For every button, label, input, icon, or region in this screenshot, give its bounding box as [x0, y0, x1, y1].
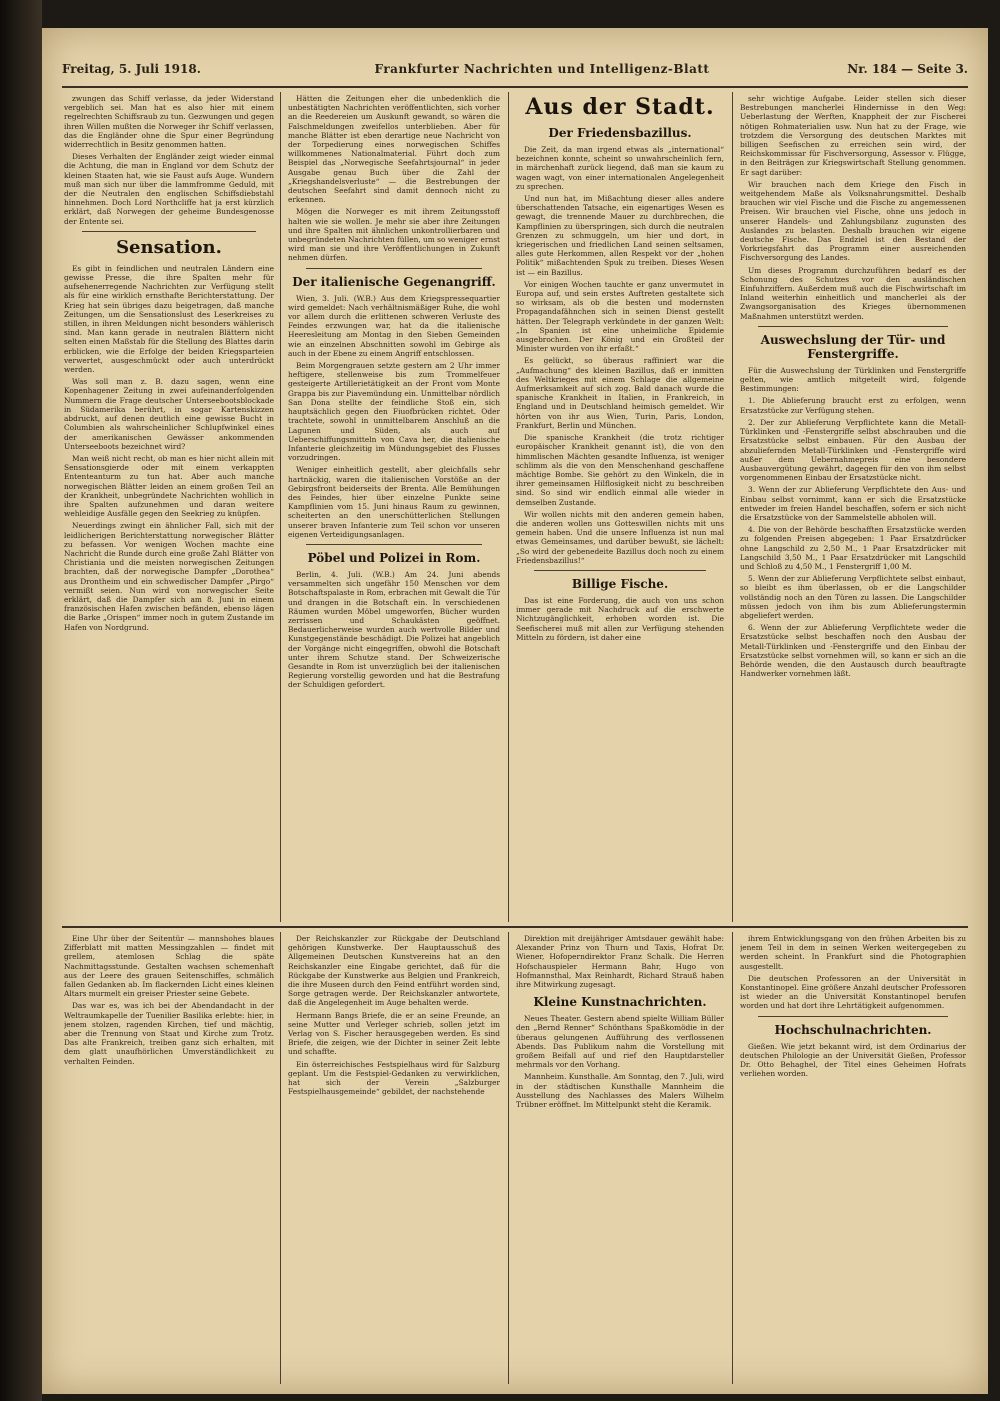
page-header [62, 60, 968, 84]
article-text: ihrem Entwicklungsgang von den frühen Arbeiten bis zu jenem Teil in dem in seinen Werken weitergegeben zu werden scheint. In Frankfurt sind die Photographien ausgestellt. [740, 934, 966, 971]
issue-date: Freitag, 5. Juli 1918. [62, 62, 201, 76]
article-text: Und nun hat, im Mißachtung dieser alles andere überschattenden Tatsache, ein eigenartiges Wesen es gewagt, die trennende Mauer zu durchbrechen, die Kampflinien zu überspringen, sich durch die neutralen Grenzen zu schmuggeln, um hier und dort, in kriegerischen und friedlichen Land seinen seltsamen, alles gute Herkommen, allen Respekt vor der „hohen Politik“ mißachtenden Spuk zu treiben. Dieses Wesen ist — ein Bazillus. [516, 194, 724, 277]
section-rule [82, 231, 256, 232]
article-text: Es gibt in feindlichen und neutralen Ländern eine gewisse Presse, die ihre Spalten mehr für aufsehenerregende Nachrichten zur Verfügung stellt als für eine wirklich ernsthafte Berichterstattung. Der Krieg hat sein übriges dazu beigetragen, daß manche Zeitungen, um die Sensationslust des Leserkreises zu stillen, in ihren Meldungen nicht besonders wählerisch sind. Man kann gerade in neutralen Blättern nicht selten einen Maßstab für die Stellung des Blattes darin erblicken, wie die Erfolge der beiden Kriegsparteien verwertet, ausgeschmückt oder auch unterdrückt werden. [64, 263, 274, 375]
article-text: Wir wollen nichts mit den anderen gemein haben, die anderen wollen uns Gotteswillen nichts mit uns gemein haben. Und die unsere Influenza ist nun mal etwas Gemeinsames, und darüber bewußt, sie lächelt: „So wird der gebenedeite Bazillus doch noch zu einem Friedensbazillus!“ [516, 509, 724, 565]
feuilleton-column-3 [516, 934, 724, 1384]
article-heading-peace-bacillus: Der Friedensbazillus. [548, 126, 692, 140]
article-text: Beim Morgengrauen setzte gestern am 2 Uhr immer heftigere, stellenweise bis zum Trommelfeuer gesteigerte Artillerietätigkeit an der Front vom Monte Grappa bis zur Piavemündung ein. Unmittelbar nördlich San Dona stellte der feindliche Stoß ein, sich hauptsächlich gegen den Fiuofbrücken richtet. Oder trachtete, sowohl in unmittelbarem Anschluß an die Lagunen und Süden, als auch auf Ueberschiffungsmitteln von Cava her, die italienische Infanterie gleichzeitig im Mündungsgebiet des Flusses vorzudringen. [288, 361, 500, 463]
section-rule [306, 268, 482, 269]
article-text: 4. Die von der Behörde beschafften Ersatzstücke werden zu folgenden Preisen abgegeben: 1 Paar Ersatzdrücker ohne Langschild zu 2,50 M., 1 Paar Ersatzdrücker mit Langschild 3,50 M., 1 Paar Ersatzdrücker mit Langschild und Schloß zu 4,50 M., 1 Fenstergriff 1,00 M. [740, 525, 966, 571]
article-text: Die Zeit, da man irgend etwas als „international“ bezeichnen konnte, scheint so unwahrscheinlich fern, in märchenhaft zurück liegend, daß man sie kaum zu wagen wagt, von einer internationalen Angelegenheit zu sprechen. [516, 145, 724, 191]
article-text: Weniger einheitlich gestellt, aber gleichfalls sehr hartnäckig, waren die italienischen Vorstöße an der Gebirgsfront beiderseits der Brenta. Alle Bemühungen des Feindes, hier über einzelne Punkte seine Kampflinien vom 15. Juni hinaus Raum zu gewinnen, scheiterten an den unerschütterlichen Stellungen unserer braven Infanterie zum Teil schon vor unseren eigenen Verteidigungsanlagen. [288, 465, 500, 539]
section-rule [758, 1016, 948, 1017]
article-text: 6. Wenn der zur Ablieferung Verpflichtete weder die Ersatzstücke selbst beschaffen noch den Ausbau der Metall-Türklinken und -Fenstergriffe und den Einbau der Ersatzstücke selbst vornehmen will, so kann er sich an die Behörde wenden, die den Austausch durch beauftragte Handwerker vornehmen läßt. [740, 623, 966, 679]
article-heading-rome-police: Pöbel und Polizei in Rom. [307, 550, 481, 565]
article-heading-art-news: Kleine Kunstnachrichten. [533, 995, 707, 1010]
article-heading-university-news: Hochschulnachrichten. [774, 1022, 932, 1037]
column-rule [732, 932, 733, 1384]
feuilleton-column-1 [64, 934, 274, 1384]
article-text: 3. Wenn der zur Ablieferung Verpflichtete den Aus- und Einbau selbst vornimmt, kann er sich die Ersatzstücke entweder im freien Handel beschaffen, sofern er sich nicht die Ersatzstücke von der Sammelstelle abholen will. [740, 485, 966, 522]
article-text: Das ist eine Forderung, die auch von uns schon immer gerade mit Nachdruck auf die erschwerte Nichtzugänglichkeit, erhoben worden ist. Die Seefischerei muß mit allen zur Verfügung stehenden Mitteln zu fördern, ist daher eine [516, 595, 724, 642]
article-text: Wien, 3. Juli. (W.B.) Aus dem Kriegspressequartier wird gemeldet: Nach verhältnismäßiger Ruhe, die wohl vor allem durch die erlittenen schweren Verluste des Feindes erzwungen war, hat da die italienische Heeresleitung am Montag in den Sieben Gemeinden wie an einzelnen Abschnitten sowohl im Gebirge als auch in der Ebene zu einem Angriff entschlossen. [288, 293, 500, 358]
article-heading-sensation: Sensation. [116, 236, 222, 258]
article-text: Der Reichskanzler zur Rückgabe der Deutschland gehörigen Kunstwerke. Der Hauptausschuß des Allgemeinen Deutschen Kunstvereins hat an den Reichskanzler eine Eingabe gerichtet, daß für die Rückgabe der Kunstwerke aus Belgien und Frankreich, die ihre Museen durch den Feind entführt worden sind, Sorge getragen werde. Der Reichskanzler antwortete, daß die Angelegenheit im Auge behalten werde. [288, 934, 500, 1008]
article-text: 5. Wenn der zur Ablieferung Verpflichtete selbst einbaut, so bleibt es ihm überlassen, ob er die Langschilder vollständig noch an den Türen zu lassen. Die Langschilder müssen jedoch von ihm bis zum Ablieferungstermin abgeliefert werden. [740, 574, 966, 620]
article-text: Ein österreichisches Festspielhaus wird für Salzburg geplant. Um die Festspiel-Gedanken zu verwirklichen, hat sich der Verein „Salzburger Festspielhausgemeinde“ gebildet, der nachstehende [288, 1059, 500, 1097]
column-rule [508, 932, 509, 1384]
column-3 [516, 94, 724, 920]
article-heading-cheap-fish: Billige Fische. [571, 576, 669, 591]
article-text: Wir brauchen nach dem Kriege den Fisch in weitgehendem Maße als Volksnahrungsmittel. Deshalb brauchen wir viel Fische und die Fische zu angemessenen Preisen. Wir brauchen viel Fische, ohne uns jedoch in unserer Handels- und Zahlungsbilanz zugunsten des Auslandes zu belasten. Deshalb brauchen wir eigene deutsche Fische. Das Endziel ist den Bestand der Vorkriegsfahrt das Programm einer ausreichenden Fischversorgung des Landes. [740, 179, 966, 263]
column-1 [64, 94, 274, 920]
article-text: sehr wichtige Aufgabe. Leider stellen sich dieser Bestrebungen mancherlei Hindernisse in den Weg: Ueberlastung der Werften, Knappheit der zur Fischerei nötigen Rohmaterialien usw. Nun hat zu der Frage, wie trotzdem die Versorgung des deutschen Marktes mit billigen Seefischen zu erreichen sein wird, der Reichskommissar für Fischversorgung, Assessor v. Flügge, in den Beiträgen zur Kriegswirtschaft Stellung genommen. Er sagt darüber: [740, 94, 966, 177]
feuilleton-column-4 [740, 934, 966, 1384]
article-text: Vor einigen Wochen tauchte er ganz unvermutet in Europa auf, und sein erstes Auftreten gestaltete sich so wirksam, als ob die besten und modernsten Propagandafähnchen sich in seinen Dienst gestellt hätten. Der Telegraph verkündete in der ganzen Welt: „In Spanien ist eine unheimliche Epidemie ausgebrochen. Der König und ein Großteil der Minister wurden von ihr erfaßt.“ [516, 279, 724, 354]
article-text: Mannheim. Kunsthalle. Am Sonntag, den 7. Juli, wird in der städtischen Kunsthalle Mannheim die Ausstellung des Nachlasses des Malers Wilhelm Trübner eröffnet. Im Mittelpunkt steht die Keramik. [516, 1072, 724, 1110]
article-text: Neues Theater. Gestern abend spielte William Büller den „Bernd Renner“ Schönthans Spaßkomödie in der überaus gelungenen Aufführung des verflossenen Abends. Das Publikum nahm die Vorstellung mit großem Beifall auf und rief den Hauptdarsteller mehrmals vor den Vorhang. [516, 1014, 724, 1070]
article-text: Mögen die Norweger es mit ihrem Zeitungsstoff halten wie sie wollen. Je mehr sie aber ihre Zeitungen und ihre Spalten mit ähnlichen unkontrollierbaren und unbegründeten Nachrichten füllen, um so weniger ernst wird man sie und ihre Veröffentlichungen in Zukunft nehmen dürfen. [288, 207, 500, 263]
article-text: 2. Der zur Ablieferung Verpflichtete kann die Metall-Türklinken und -Fenstergriffe selbst abschrauben und die Ersatzstücke selbst einbauen. Für den Ausbau der abzuliefernden Metall-Türklinken und -Fenstergriffe wird außer dem Uebernahmepreis eine besondere Ausbauvergütung gewährt, dagegen für den von ihm selbst vorgenommenen Einbau der Ersatzstücke nicht. [740, 417, 966, 483]
masthead-title: Frankfurter Nachrichten und Intelligenz-Blatt [374, 62, 710, 76]
article-text: Die deutschen Professoren an der Universität in Konstantinopel. Eine größere Anzahl deutscher Professoren ist wieder an die Universität Konstantinopel berufen worden und hat dort ihre Lehrtätigkeit aufgenommen. [740, 973, 966, 1011]
article-text: Man weiß nicht recht, ob man es hier nicht allein mit Sensationsgierde oder mit einem verkappten Ententeanturm zu tun hat. Aber auch manche norwegischen Blätter leiden an einem großen Teil an der Krankheit, unbegründete Nachrichten wohllich in ihre Spalten aufzunehmen und daran weitere wehleidige Ausfälle gegen den Seekrieg zu knüpfen. [64, 453, 274, 519]
feuilleton-rule [62, 926, 968, 928]
column-rule [280, 932, 281, 1384]
article-text: 1. Die Ablieferung braucht erst zu erfolgen, wenn Ersatzstücke zur Verfügung stehen. [740, 396, 966, 415]
article-text: Für die Auswechslung der Türklinken und Fenstergriffe gelten, wie amtlich mitgeteilt wird, folgende Bestimmungen: [740, 365, 966, 394]
column-rule [508, 92, 509, 922]
article-text: Gießen. Wie jetzt bekannt wird, ist dem Ordinarius der deutschen Philologie an der Universität Gießen, Professor Dr. Otto Behaghel, der Titel eines Geheimen Hofrats verliehen worden. [740, 1041, 966, 1079]
feuilleton-column-2 [288, 934, 500, 1384]
article-text: Hätten die Zeitungen eher die unbedenklich die unbestätigten Nachrichten veröffentlichten, sich vorher an die Reedereien um Auskunft gewandt, so wären die Falschmeldungen zweifellos unterblieben. Aber für manche Blätter ist eben derartige neue Nachricht von der Torpedierung eines norwegischen Schiffes willkommenes Nationalmaterial. Führt doch zum Beispiel das „Norwegische Seefahrtsjournal“ in jeder Ausgabe genau Buch über die Zahl der „Kriegshandelsverluste“ — die Bestrebungen der deutschen Seefahrt sind damit dennoch nicht zu erkennen. [288, 94, 500, 205]
newspaper-page [42, 28, 988, 1394]
article-text: Eine Uhr über der Seitentür — mannshohes blaues Zifferblatt mit matten Messingzahlen — findet mit grellem, atemlosen Schlag die späte Nachmittagsstunde. Gestalten wachsen schemenhaft aus der Leere des grauen Seitenschiffes, schmälich fallen Gedanken ab. Im flackernden Licht eines kleinen Altars murmelt ein greiser Priester seine Gebete. [64, 934, 274, 999]
section-rule [306, 544, 482, 545]
article-text: Direktion mit dreijähriger Amtsdauer gewählt habe: Alexander Prinz von Thurn und Taxis, Hofrat Dr. Wiener, Hofoperndirektor Franz Schalk. Die Herren Hofschauspieler Hermann Bahr, Hugo von Hofmannsthal, Max Reinhardt, Richard Strauß haben ihre Mitwirkung zugesagt. [516, 934, 724, 990]
header-rule [62, 86, 968, 88]
column-2 [288, 94, 500, 920]
section-heading-city: Aus der Stadt. [525, 94, 715, 120]
page-number: Nr. 184 — Seite 3. [847, 62, 968, 76]
column-4 [740, 94, 966, 920]
article-text: Berlin, 4. Juli. (W.B.) Am 24. Juni abends versammelten sich ungefähr 150 Menschen vor dem Botschaftspalaste in Rom, erbrachen mit Gewalt die Tür und drangen in die Botschaft ein. In verschiedenen Räumen wurden Möbel umgeworfen, Bücher wurden zerrissen und Schaukästen geöffnet. Bedauerlicherweise wurden auch wertvolle Bilder und Kunstgegenstände beschädigt. Die Polizei hat angeblich der Vorgänge nicht eingegriffen, obwohl die Botschaft unter ihrem Schutze stand. Der Schweizerische Gesandte in Rom ist unverzüglich bei der italienischen Regierung vorstellig geworden und hat die Bestrafung der Schuldigen gefordert. [288, 569, 500, 690]
article-text: Das war es, was ich bei der Abendandacht in der Weltraumkapelle der Tuenilier Basilika erlebte: hier, in jenem stolzen, ragenden Kirchen, tief und mächtig, aber die Trennung von Staat und Kirche zum Trotz. Das alte Frankreich, treiben ganz sich erhalten, mit dem glatt unaufhörlichen Umverständlichkeit zu verhalten Feinden. [64, 1001, 274, 1066]
article-text: Was soll man z. B. dazu sagen, wenn eine Kopenhagener Zeitung in zwei aufeinanderfolgenden Nummern die Frage deutscher Unterseebootsblockade in Südamerika berührt, in sogar Kartenskizzen abdruckt, auf denen deutlich eine gewisse Bucht in Columbien als wahrscheinlicher Schlupfwinkel eines der amerikanischen Gewässer ankommenden Unterseeboots bezeichnet wird? [64, 377, 274, 451]
article-text: Dieses Verhalten der Engländer zeigt wieder einmal die Achtung, die man in England vor dem Schutz der kleinen Staaten hat, wie sie Faust aufs Auge. Wundern muß man sich nur über die lammfromme Geduld, mit der die Neutralen den englischen Schiffsdiebstahl hinnehmen. Doch Lord Northcliffe hat ja erst kürzlich erklärt, daß Norwegen der geheime Bundesgenosse der Entente sei. [64, 152, 274, 226]
article-text: zwungen das Schiff verlasse, da jeder Widerstand vergeblich sei. Man hat es also hier mit einem regelrechten Schiffsraub zu tun. Gezwungen und gegen ihren Willen mußten die Norweger ihr Schiff verlassen, das die Engländer ohne die Spur einer Begründung widerrechtlich in Besitz genommen hatten. [64, 94, 274, 150]
article-text: Hermann Bangs Briefe, die er an seine Freunde, an seine Mutter und Verleger schrieb, sollen jetzt im Verlag von S. Fischer herausgegeben werden. Es sind Briefe, die zeigen, wie der Dichter in seiner Zeit lebte und schaffte. [288, 1010, 500, 1057]
column-rule [280, 92, 281, 922]
column-rule [732, 92, 733, 922]
article-text: Um dieses Programm durchzuführen bedarf es der Schonung des Schutzes vor den ausländischen Einfuhrziffern. Außerdem muß auch die Fischwirtschaft im Inland weiterhin einheitlich und mancherlei als der Zwangsorganisation des Krieges übernommenen Maßnahmen unterstützt werden. [740, 265, 966, 321]
article-text: Es gelückt, so überaus raffiniert war die „Aufmachung“ des kleinen Bazillus, daß er inmitten des Weltkrieges mit einem Schlage die allgemeine Aufmerksamkeit auf sich zog. Bald danach wurde die spanische Krankheit in Italien, in Frankreich, in England und in Deutschland heimisch gemeldet. Wir hörten von ihr aus Wien, Turin, Paris, London, Frankfurt, Berlin und München. [516, 356, 724, 430]
article-heading-italian-counterattack: Der italienische Gegenangriff. [292, 274, 496, 289]
section-rule [534, 570, 706, 571]
article-text: Neuerdings zwingt ein ähnlicher Fall, sich mit der leidlicherigen Berichterstattung norwegischer Blätter zu befassen. Vor wenigen Wochen machte eine Nachricht die Runde durch eine große Zahl Blätter von Christiania und die meisten norwegischen Zeitungen brachten, daß der norwegische Dampfer „Dorothea“ aus Drontheim und ein schwedischer Dampfer „Pirgo“ vermißt seien. Nun wird von norwegischer Seite erklärt, daß die Dampfer sich am 8. Juni in einem französischen Hafen zwischen befänden, ebenso lägen die Barke „Orispen“ immer noch in gutem Zustande im Hafen von Nordgrund. [64, 521, 274, 632]
article-heading-door-handles: Auswechslung der Tür- und Fenstergriffe. [760, 332, 946, 361]
book-spine [0, 0, 42, 1401]
article-text: Die spanische Krankheit (die trotz richtiger europäischer Krankheit genannt ist), die von den himmlischen Mächten gesandte Influenza, ist weniger schlimm als die von den Menschenhand geschaffene mächtige Bombe. Sie gehört zu den Winkeln, die in ihrer gemeinsamen Hilflosigkeit nicht zu beschreiben sind. So sind wir endlich einmal alle wieder in demselben Zustande. [516, 433, 724, 507]
section-rule [758, 326, 948, 327]
